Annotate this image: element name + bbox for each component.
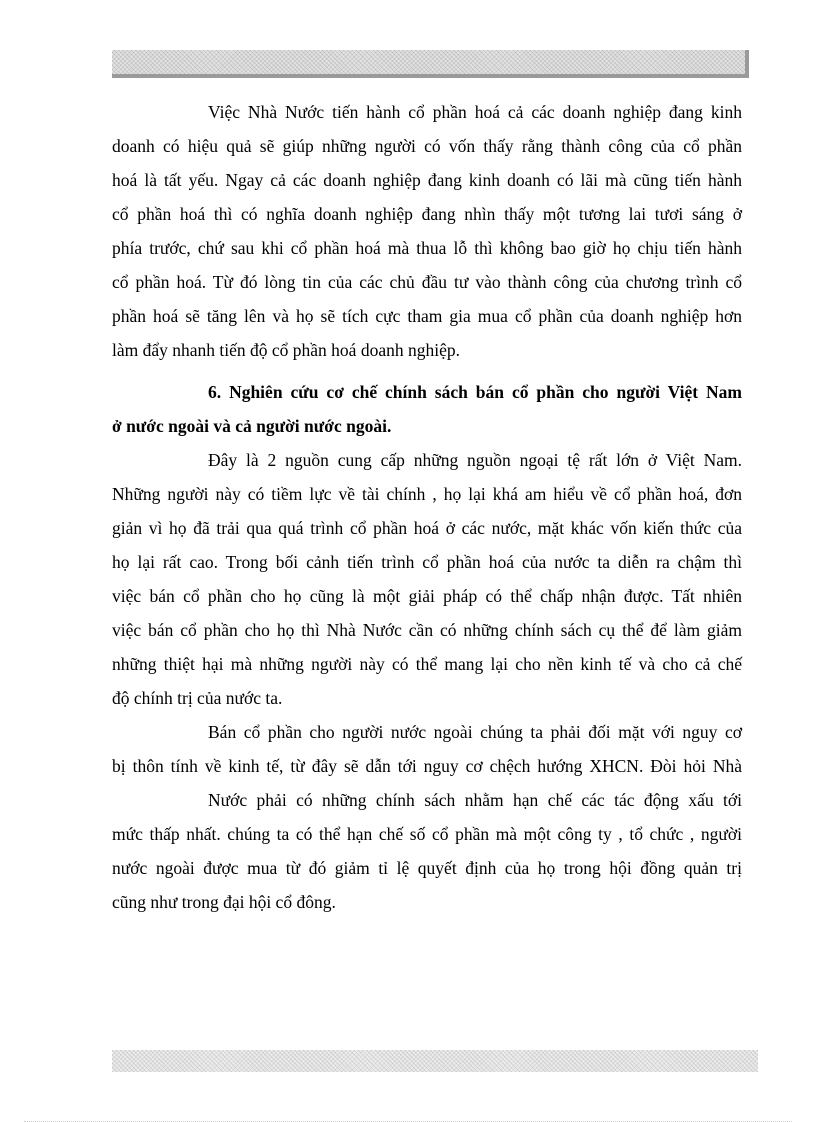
paragraph-line: những thiệt hại mà những người này có thể mang lại cho nền kinh tế và cho cả chế bbox=[112, 654, 742, 674]
paragraph-line: hoá là tất yếu. Ngay cả các doanh nghiệp đang kinh doanh có lãi mà cũng tiến hành bbox=[112, 170, 742, 190]
paragraph-line: độ chính trị của nước ta. bbox=[112, 688, 283, 708]
paragraph-line: phần hoá sẽ tăng lên và họ sẽ tích cực tham gia mua cổ phần của doanh nghiệp hơn bbox=[112, 306, 742, 326]
paragraph-line: làm đẩy nhanh tiến độ cổ phần hoá doanh nghiệp. bbox=[112, 340, 460, 360]
paragraph-line: cổ phần hoá. Từ đó lòng tin của các chủ đầu tư vào thành công của chương trình cổ bbox=[112, 272, 742, 292]
paragraph-line: Nước phải có những chính sách nhằm hạn chế các tác động xấu tới bbox=[208, 790, 742, 810]
paragraph-line: mức thấp nhất. chúng ta có thể hạn chế số cổ phần mà một công ty , tổ chức , người bbox=[112, 824, 742, 844]
paragraph-line: việc bán cổ phần cho họ thì Nhà Nước cần có những chính sách cụ thể để làm giảm bbox=[112, 620, 742, 640]
paragraph-line: nước ngoài được mua từ đó giảm tỉ lệ quyết định của họ trong hội đồng quản trị bbox=[112, 858, 742, 878]
paragraph-line: Việc Nhà Nước tiến hành cổ phần hoá cả các doanh nghiệp đang kinh bbox=[208, 102, 742, 122]
paragraph-line: bị thôn tính về kinh tế, từ đây sẽ dẫn tới nguy cơ chệch hướng XHCN. Đòi hỏi Nhà bbox=[112, 756, 742, 776]
page-header-bar bbox=[112, 50, 749, 78]
paragraph-line: phía trước, chứ sau khi cổ phần hoá mà thua lỗ thì không bao giờ họ chịu tiến hành bbox=[112, 238, 742, 258]
paragraph-line: doanh có hiệu quả sẽ giúp những người có vốn thấy rằng thành công của cổ phần bbox=[112, 136, 742, 156]
paragraph-line: cổ phần hoá thì có nghĩa doanh nghiệp đang nhìn thấy một tương lai tươi sáng ở bbox=[112, 204, 742, 224]
document-body bbox=[112, 95, 742, 919]
section-heading: ở nước ngoài và cả người nước ngoài. bbox=[112, 416, 392, 436]
paragraph-line: Bán cổ phần cho người nước ngoài chúng ta phải đối mặt với nguy cơ bbox=[208, 722, 742, 742]
paragraph-line: việc bán cổ phần cho họ cũng là một giải pháp có thể chấp nhận được. Tất nhiên bbox=[112, 586, 742, 606]
paragraph-line: cũng như trong đại hội cổ đông. bbox=[112, 892, 336, 912]
paragraph-line: Đây là 2 nguồn cung cấp những nguồn ngoại tệ rất lớn ở Việt Nam. bbox=[208, 450, 742, 470]
page-edge-divider bbox=[24, 1121, 792, 1122]
paragraph-line: Những người này có tiềm lực về tài chính , họ lại khá am hiểu về cổ phần hoá, đơn bbox=[112, 484, 742, 504]
paragraph-line: họ lại rất cao. Trong bối cảnh tiến trình cổ phần hoá của nước ta diễn ra chậm thì bbox=[112, 552, 742, 572]
page-footer-bar bbox=[112, 1050, 758, 1072]
section-heading: 6. Nghiên cứu cơ chế chính sách bán cổ phần cho người Việt Nam bbox=[208, 382, 742, 402]
paragraph-line: giản vì họ đã trải qua quá trình cổ phần hoá ở các nước, mặt khác vốn kiến thức của bbox=[112, 518, 742, 538]
